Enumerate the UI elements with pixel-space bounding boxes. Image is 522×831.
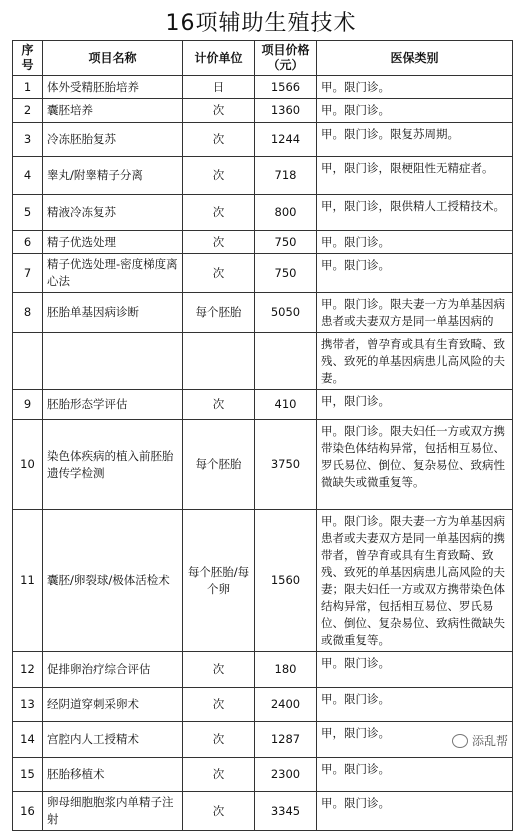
table-row [13,195,513,231]
table-row [13,123,513,157]
cell-unit: 次 [183,99,255,123]
wechat-icon [452,734,468,748]
cell-no: 10 [13,420,43,510]
cell-name: 囊胚/卵裂球/极体活检术 [43,510,183,652]
table-row [13,99,513,123]
table-row [13,420,513,510]
cell-med: 甲。限门诊。 [317,688,513,722]
cell-med: 甲，限门诊，限梗阻性无精症者。 [317,157,513,195]
table-row [13,652,513,688]
watermark [452,732,508,749]
cell-unit: 次 [183,792,255,831]
cell-med: 甲。限门诊。限复苏周期。 [317,123,513,157]
cell-price: 800 [255,195,317,231]
cell-name: 宫腔内人工授精术 [43,722,183,758]
cell-name: 囊胚培养 [43,99,183,123]
cell-price: 750 [255,231,317,254]
cell-price: 2400 [255,688,317,722]
cell-name: 冷冻胚胎复苏 [43,123,183,157]
table-row [13,254,513,293]
cell-no: 9 [13,390,43,420]
cell-no: 3 [13,123,43,157]
cell-name: 体外受精胚胎培养 [43,76,183,99]
cell-no: 11 [13,510,43,652]
cell-unit: 次 [183,722,255,758]
cell-price: 180 [255,652,317,688]
cell-med: 甲。限门诊。限夫妻一方为单基因病患者或夫妻双方是同一单基因病的 [317,293,513,333]
cell-med: 甲，限门诊。 [317,722,513,758]
cell-unit: 次 [183,157,255,195]
cell-unit: 次 [183,231,255,254]
cell-name: 胚胎移植术 [43,758,183,792]
table-row [13,722,513,758]
cell-med: 甲。限门诊。 [317,792,513,831]
table-row [13,231,513,254]
cell-price: 2300 [255,758,317,792]
cell-price [255,333,317,390]
cell-unit: 日 [183,76,255,99]
technology-price-table [12,40,513,831]
cell-med: 甲。限门诊。限夫妇任一方或双方携带染色体结构异常，包括相互易位、罗氏易位、倒位、复杂易位、致病性微缺失或微重复等。 [317,420,513,510]
cell-price: 1566 [255,76,317,99]
cell-no: 5 [13,195,43,231]
cell-med: 甲。限门诊。 [317,231,513,254]
cell-unit: 次 [183,195,255,231]
cell-unit: 次 [183,758,255,792]
cell-price: 3750 [255,420,317,510]
table-row [13,157,513,195]
cell-no: 1 [13,76,43,99]
table-row [13,293,513,333]
cell-no [13,333,43,390]
table-row [13,510,513,652]
cell-no: 6 [13,231,43,254]
cell-name [43,333,183,390]
cell-price: 718 [255,157,317,195]
header-med: 医保类别 [317,41,513,76]
cell-price: 1360 [255,99,317,123]
cell-med: 甲。限门诊。 [317,254,513,293]
cell-unit [183,333,255,390]
cell-price: 410 [255,390,317,420]
cell-no: 16 [13,792,43,831]
cell-no: 15 [13,758,43,792]
table-row [13,688,513,722]
cell-no: 13 [13,688,43,722]
cell-unit: 次 [183,254,255,293]
header-name: 项目名称 [43,41,183,76]
cell-price: 5050 [255,293,317,333]
cell-med: 甲，限门诊。 [317,390,513,420]
cell-unit: 次 [183,123,255,157]
cell-price: 750 [255,254,317,293]
cell-unit: 每个胚胎 [183,293,255,333]
cell-name: 精子优选处理-密度梯度离心法 [43,254,183,293]
cell-unit: 次 [183,688,255,722]
cell-unit: 每个胚胎/每个卵 [183,510,255,652]
cell-price: 1244 [255,123,317,157]
page-title: 16项辅助生殖技术 [165,11,357,36]
cell-name: 促排卵治疗综合评估 [43,652,183,688]
cell-name: 睾丸/附睾精子分离 [43,157,183,195]
cell-med: 甲。限门诊。 [317,758,513,792]
cell-unit: 次 [183,652,255,688]
cell-price: 3345 [255,792,317,831]
table-row [13,792,513,831]
cell-name: 精液冷冻复苏 [43,195,183,231]
table-row [13,76,513,99]
cell-no: 4 [13,157,43,195]
header-unit: 计价单位 [183,41,255,76]
cell-unit: 每个胚胎 [183,420,255,510]
header-price: 项目价格（元） [255,41,317,76]
cell-no: 14 [13,722,43,758]
cell-no: 7 [13,254,43,293]
header-no: 序号 [13,41,43,76]
cell-name: 精子优选处理 [43,231,183,254]
cell-price: 1560 [255,510,317,652]
cell-med: 携带者，曾孕育或具有生育致畸、致残、致死的单基因病患儿高风险的夫妻。 [317,333,513,390]
cell-med: 甲。限门诊。 [317,652,513,688]
cell-med: 甲。限门诊。限夫妻一方为单基因病患者或夫妻双方是同一单基因病的携带者，曾孕育或具有生育致畸、致残、致死的单基因病患儿高风险的夫妻；限夫妇任一方或双方携带染色体结构异常，包括相互易位、罗氏易位、倒位、复杂易位、致病性微缺失或微重复等。 [317,510,513,652]
table-row [13,333,513,390]
cell-name: 卵母细胞胞浆内单精子注射 [43,792,183,831]
cell-no: 12 [13,652,43,688]
cell-price: 1287 [255,722,317,758]
table-row [13,390,513,420]
cell-name: 胚胎形态学评估 [43,390,183,420]
cell-name: 胚胎单基因病诊断 [43,293,183,333]
table-header-row [13,41,513,76]
cell-no: 8 [13,293,43,333]
cell-no: 2 [13,99,43,123]
watermark-text: 添乱帮 [471,734,508,748]
cell-med: 甲。限门诊。 [317,99,513,123]
cell-unit: 次 [183,390,255,420]
cell-med: 甲。限门诊。 [317,76,513,99]
cell-med: 甲，限门诊，限供精人工授精技术。 [317,195,513,231]
table-row [13,758,513,792]
cell-name: 经阴道穿刺采卵术 [43,688,183,722]
cell-name: 染色体疾病的植入前胚胎遗传学检测 [43,420,183,510]
